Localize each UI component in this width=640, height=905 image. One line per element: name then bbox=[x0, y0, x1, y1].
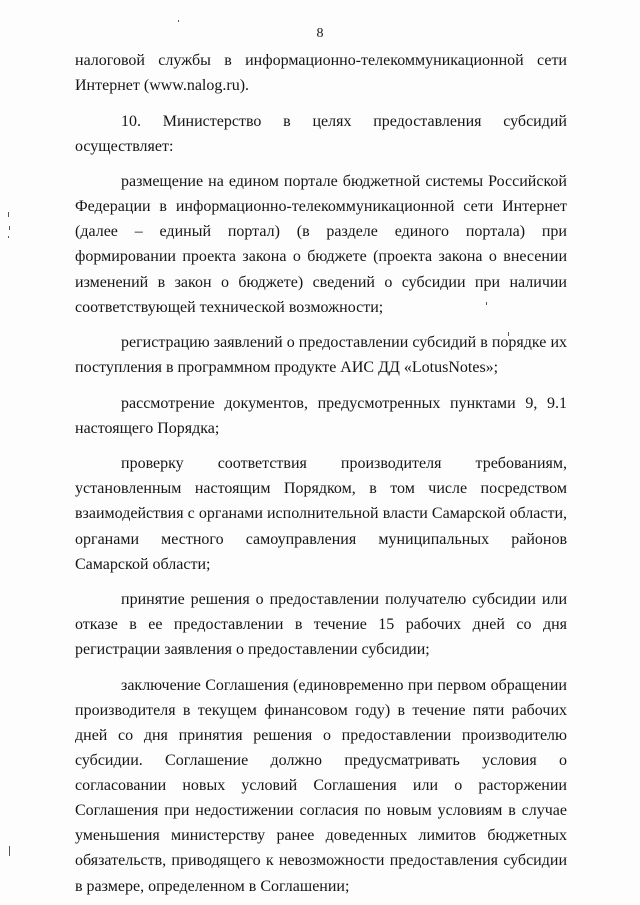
paragraph-continuation: налоговой службы в информационно-телекоммуникационной сети Интернет (www.nalog.ru). bbox=[75, 52, 567, 95]
paragraph-document-review: рассмотрение документов, предусмотренных пунктами 9, 9.1 настоящего Порядка; bbox=[75, 394, 567, 437]
paragraph-registration: регистрацию заявлений о предоставлении субсидий в порядке их поступления в программном продукте АИС ДД «LotusNotes»; bbox=[75, 334, 567, 377]
page-number: 8 bbox=[316, 26, 324, 41]
paragraph-agreement: заключение Соглашения (единовременно при первом обращении производителя в текущем финансовом году) в течение пяти рабочих дней со дня принятия решения о предоставлении производителю субсидии. Соглашение должно предусматривать условия о согласовании новых условий Соглашения или о расторжении Соглашения при недостижении согласия по новым условиям в случае уменьшения министерству ранее доведенных лимитов бюджетных обязательств, приводящего к невозможности предоставления субсидии в размере, определенном в Соглашении; bbox=[75, 676, 567, 895]
paragraph-item-10: 10. Министерство в целях предоставления субсидий осуществляет: bbox=[75, 112, 567, 155]
paragraph-decision: принятие решения о предоставлении получателю субсидии или отказе в ее предоставлении в течение 15 рабочих дней со дня регистрации заявления о предоставлении субсидии; bbox=[75, 591, 567, 659]
paragraph-portal-publication: размещение на едином портале бюджетной системы Российской Федерации в информационно-телекоммуникационной сети Интернет (далее – единый портал) (в разделе единого портала) при формировании проекта закона о бюджете (проекта закона о внесении изменений в закон о бюджете) сведений о субсидии при наличии соответствующей технической возможности; bbox=[75, 173, 567, 316]
document-body bbox=[75, 48, 567, 899]
paragraph-compliance-check: проверку соответствия производителя требованиям, установленным настоящим Порядком, в том числе посредством взаимодействия с органами исполнительной власти Самарской области, органами местного самоуправления муниципальных районов Самарской области; bbox=[75, 455, 567, 573]
